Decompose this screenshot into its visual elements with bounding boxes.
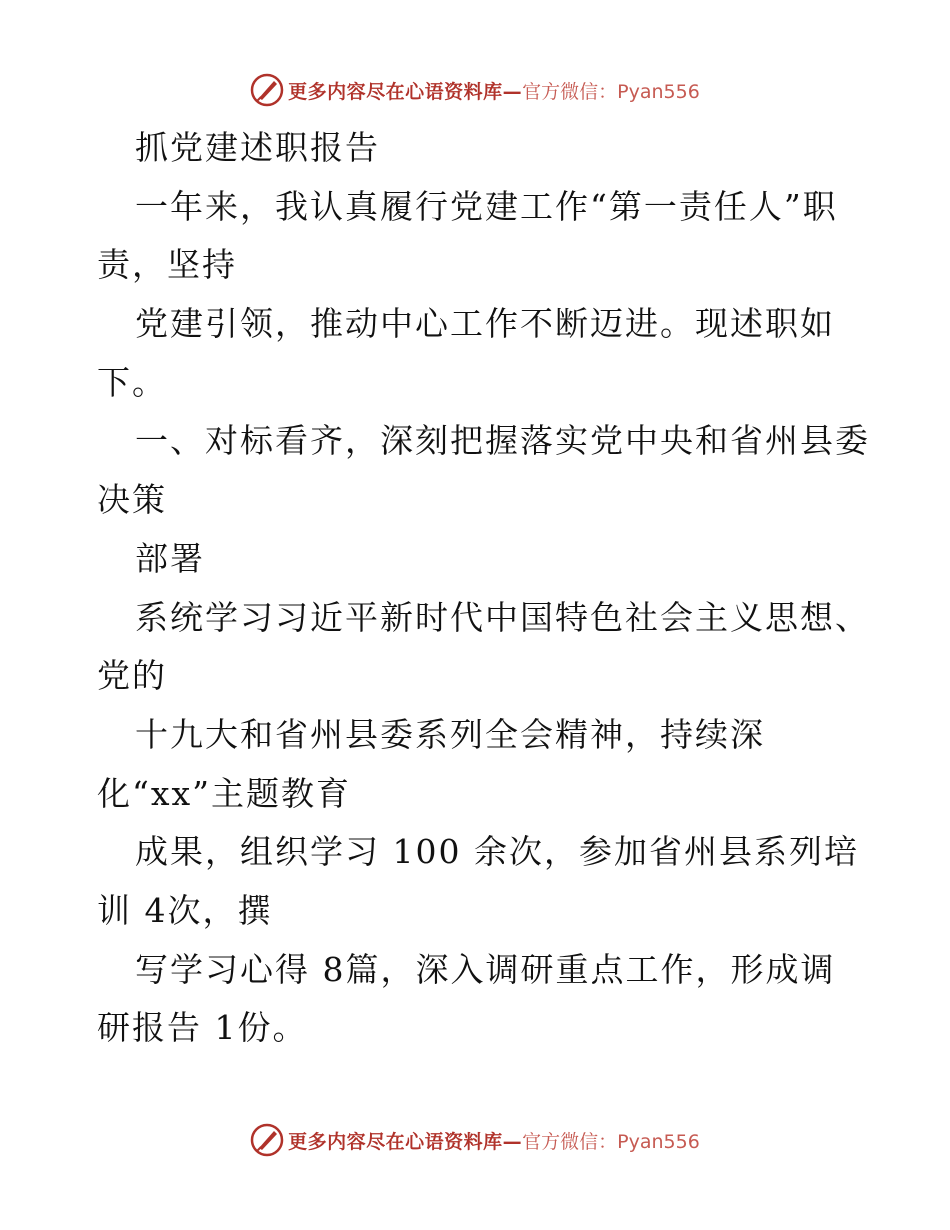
paragraph-line: 写学习心得 8篇，深入调研重点工作，形成调 [135,949,836,989]
footer-watermark [0,1120,950,1160]
paragraph-line: 十九大和省州县委系列全会精神，持续深 [135,714,765,754]
paragraph-line: 化“xx”主题教育 [97,773,351,813]
section-heading-cont: 部署 [135,538,205,578]
section-heading: 一、对标看齐，深刻把握落实党中央和省州县委 [135,421,870,461]
section-heading-cont: 决策 [97,480,167,520]
paragraph-line: 责，坚持 [97,245,237,285]
paragraph-line: 一年来，我认真履行党建工作“第一责任人”职 [135,186,838,226]
watermark-wechat-text: 官方微信：Pyan556 [522,1130,700,1153]
paragraph-line: 成果，组织学习 100 余次，参加省州县系列培 [135,832,859,872]
paragraph-line: 党的 [97,656,167,696]
paragraph-line: 党建引领，推动中心工作不断迈进。现述职如 [135,304,835,344]
header-watermark [0,70,950,110]
quill-pen-circle-icon [250,73,284,107]
document-body [97,119,877,1058]
paragraph-line: 研报告 1份。 [97,1008,308,1048]
paragraph-line: 系统学习习近平新时代中国特色社会主义思想、 [135,597,870,637]
watermark-promo-text: 更多内容尽在心语资料库— [288,1130,523,1153]
paragraph-line: 训 4次，撰 [97,890,273,930]
document-title: 抓党建述职报告 [135,128,380,167]
quill-pen-circle-icon [250,1123,284,1157]
watermark-wechat-text: 官方微信：Pyan556 [522,80,700,103]
watermark-promo-text: 更多内容尽在心语资料库— [288,80,523,103]
paragraph-line: 下。 [97,362,167,402]
